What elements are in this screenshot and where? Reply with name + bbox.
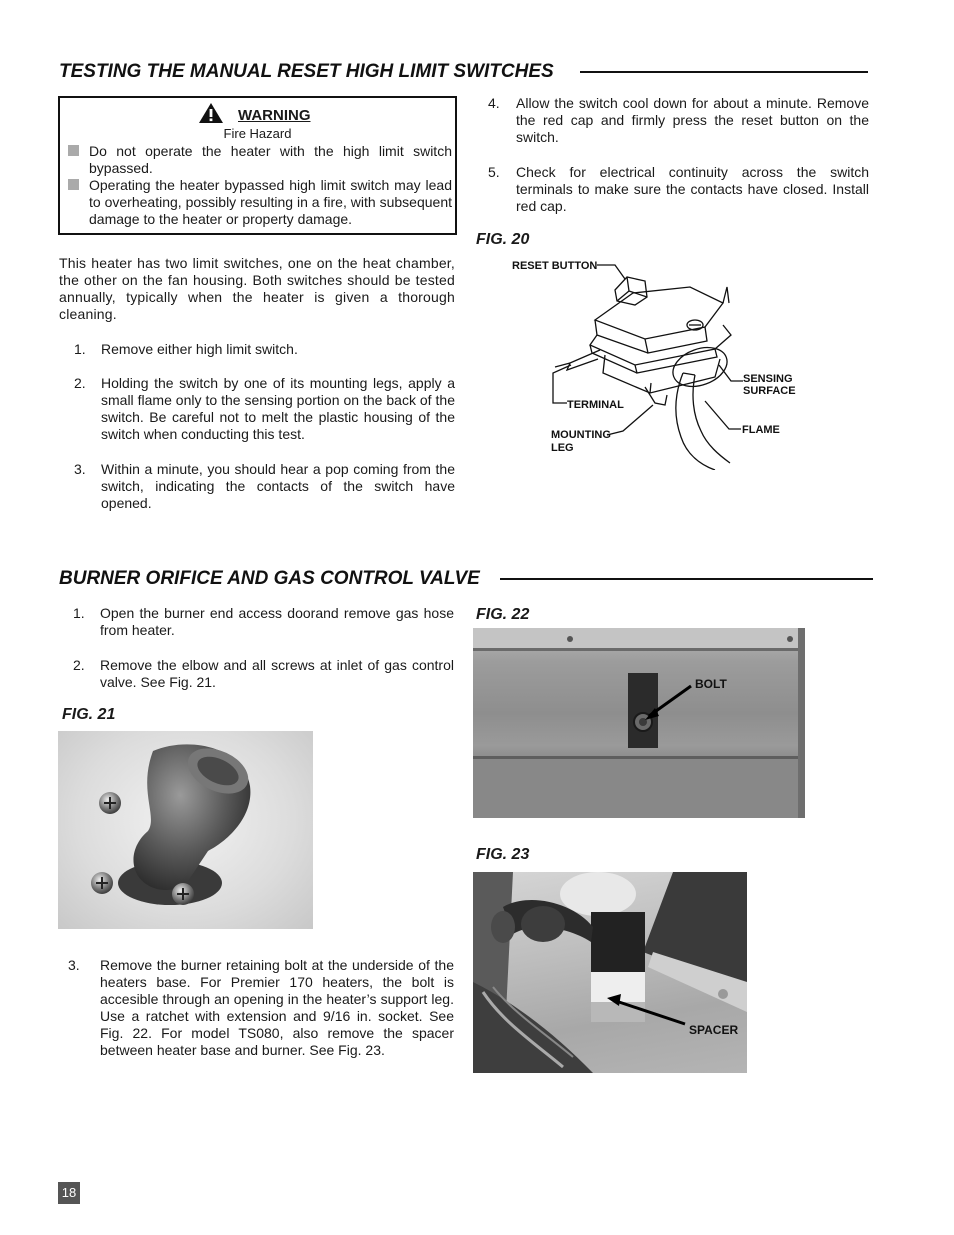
fig22-title: FIG. 22 xyxy=(476,606,530,623)
warning-item: Do not operate the heater with the high limit switch bypassed. xyxy=(89,143,452,176)
step-number: 4. xyxy=(488,95,500,111)
fig23-title: FIG. 23 xyxy=(476,846,530,863)
high-limit-switch-drawing xyxy=(505,255,805,470)
fig21-title: FIG. 21 xyxy=(62,706,116,723)
label-bolt: BOLT xyxy=(695,677,727,691)
warning-box xyxy=(58,96,457,235)
page-number: 18 xyxy=(58,1182,80,1204)
warning-subtitle: Fire Hazard xyxy=(223,126,292,141)
step-number: 3. xyxy=(68,957,80,973)
fig23-photo xyxy=(473,872,747,1073)
section-title-high-limit: TESTING THE MANUAL RESET HIGH LIMIT SWITCHES xyxy=(59,61,554,82)
step-text: Remove the burner retaining bolt at the underside of the heaters base. For Premier 170 heaters, the bolt is accesible through an opening in the heater’s support leg. Use a ratchet with extension and 9/16 in. socket. See Fig. 22. For model TS080, also remove the spacer between heater base and burner. See Fig. 23. xyxy=(100,957,454,1058)
step-text: Remove the elbow and all screws at inlet of gas control valve. See Fig. 21. xyxy=(100,657,454,690)
fig21-photo xyxy=(58,731,313,929)
label-reset-button: RESET BUTTON xyxy=(512,260,598,272)
support-leg-photo xyxy=(473,628,805,818)
elbow-fitting-photo xyxy=(58,731,313,929)
intro-paragraph: This heater has two limit switches, one on the heat chamber, the other on the fan housing. Both switches should be tested annually, typically when the heater is given a thorough cleaning. xyxy=(59,255,455,322)
step-text: Remove either high limit switch. xyxy=(101,341,298,357)
step-number: 2. xyxy=(74,375,86,391)
list-item xyxy=(73,605,455,641)
label-sensing-line2: SURFACE xyxy=(743,385,796,397)
section-title-burner-orifice: BURNER ORIFICE AND GAS CONTROL VALVE xyxy=(59,568,480,589)
step-text: Open the burner end access doorand remove gas hose from heater. xyxy=(100,605,454,638)
step-text: Within a minute, you should hear a pop coming from the switch, indicating the contacts of the switch have opened. xyxy=(101,461,455,511)
label-terminal: TERMINAL xyxy=(567,399,624,411)
step-text: Allow the switch cool down for about a minute. Remove the red cap and firmly press the reset button on the switch. xyxy=(516,95,869,145)
step-number: 1. xyxy=(73,605,85,621)
list-item xyxy=(488,164,870,218)
fig20-title: FIG. 20 xyxy=(476,231,530,248)
label-sensing-line1: SENSING xyxy=(743,373,793,385)
list-item xyxy=(74,341,456,361)
list-item xyxy=(74,461,456,515)
step-number: 3. xyxy=(74,461,86,477)
list-item xyxy=(68,957,455,1079)
warning-bullet-icon xyxy=(68,145,79,156)
warning-title: WARNING xyxy=(238,107,311,124)
label-spacer: SPACER xyxy=(689,1023,739,1037)
warning-triangle-icon xyxy=(198,102,224,124)
list-item xyxy=(488,95,870,149)
heading-rule xyxy=(580,71,868,73)
step-number: 5. xyxy=(488,164,500,180)
fig22-photo xyxy=(473,628,805,818)
warning-bullet-icon xyxy=(68,179,79,190)
label-mounting-line2: LEG xyxy=(551,442,574,454)
label-mounting-line1: MOUNTING xyxy=(551,429,611,441)
warning-item: Operating the heater bypassed high limit switch may lead to overheating, possibly resulting in a fire, with subsequent damage to the heater or property damage. xyxy=(89,177,452,227)
step-text: Holding the switch by one of its mounting legs, apply a small flame only to the sensing portion on the back of the switch. Be careful not to melt the plastic housing of the switch when conducting this test. xyxy=(101,375,455,442)
label-flame: FLAME xyxy=(742,424,780,436)
step-number: 2. xyxy=(73,657,85,673)
step-number: 1. xyxy=(74,341,86,357)
list-item xyxy=(73,657,455,693)
step-text: Check for electrical continuity across the switch terminals to make sure the contacts have closed. Install red cap. xyxy=(516,164,869,214)
fig20-diagram xyxy=(505,255,805,470)
burner-spacer-photo xyxy=(473,872,747,1073)
list-item xyxy=(74,375,456,445)
heading-rule xyxy=(500,578,873,580)
